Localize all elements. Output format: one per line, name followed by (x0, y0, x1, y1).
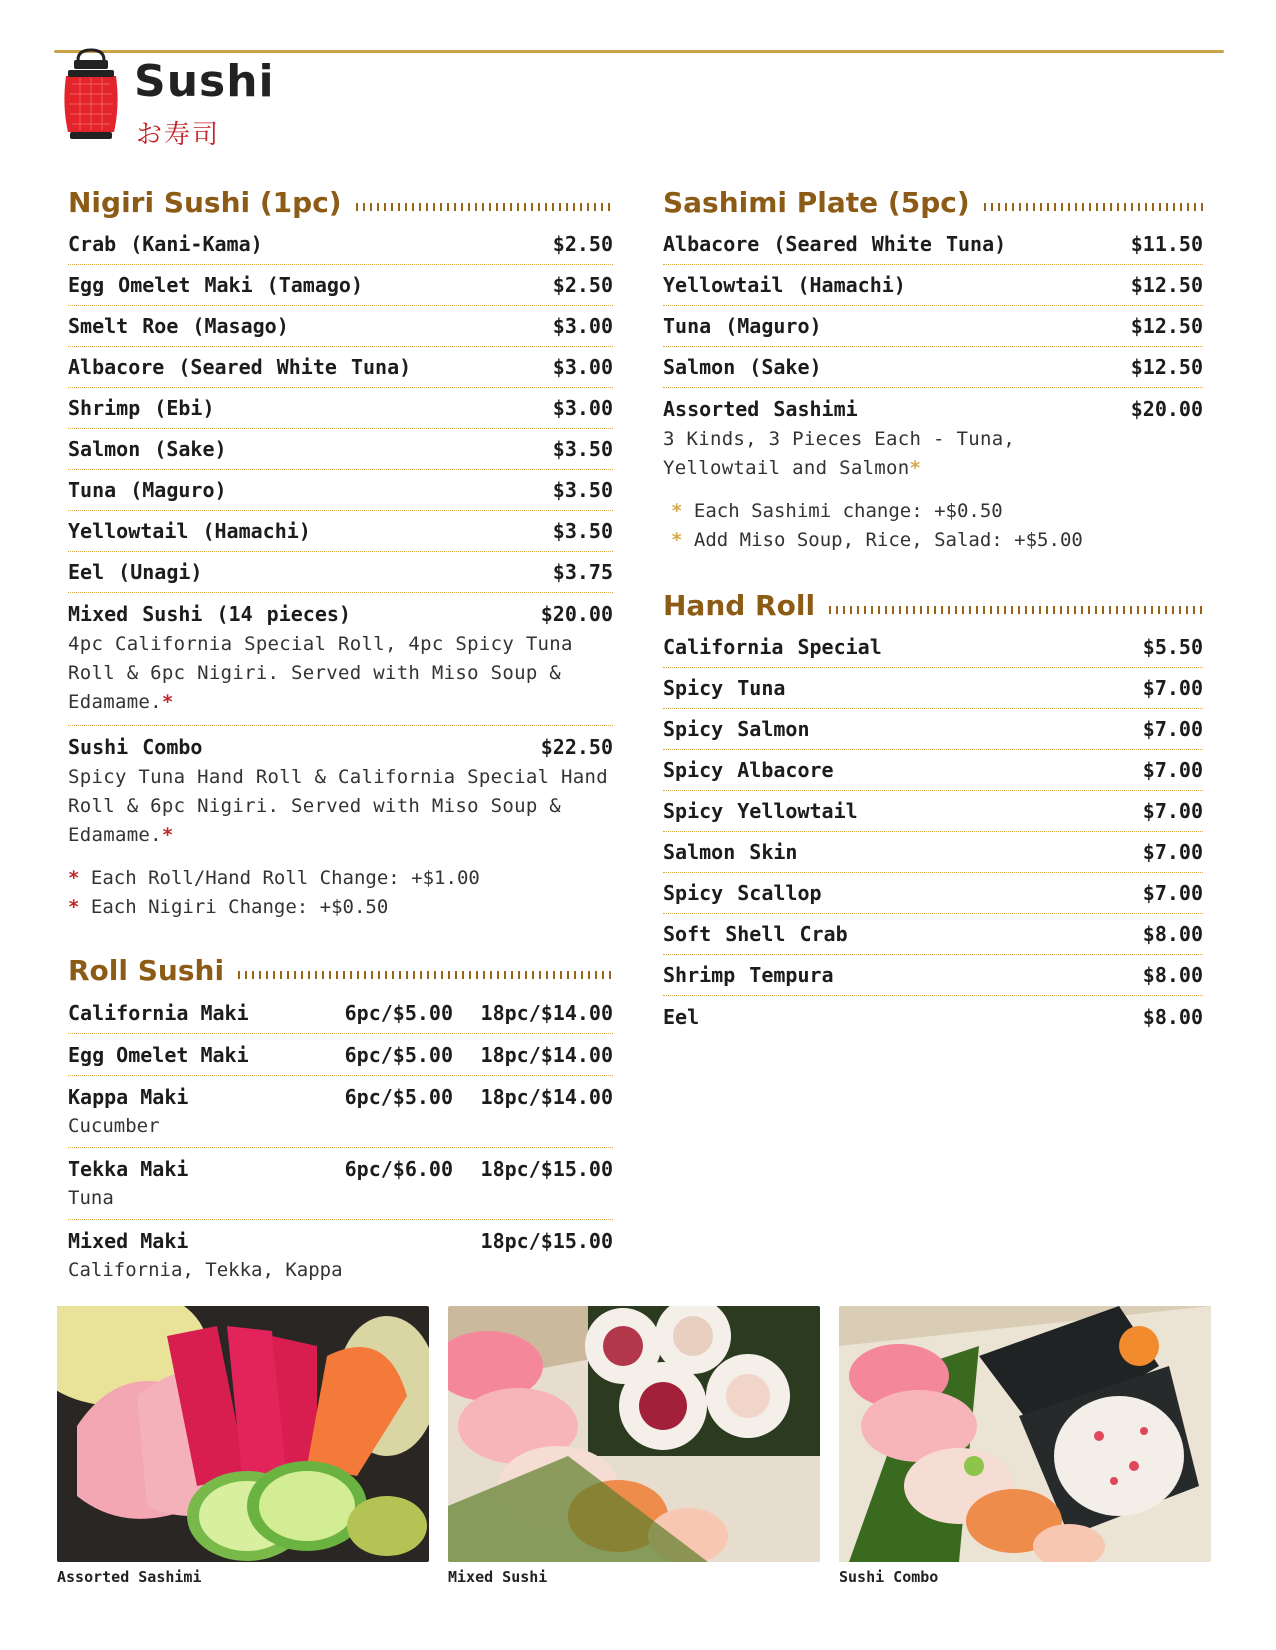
menu-item (663, 306, 1203, 347)
nigiri-title: Nigiri Sushi (1pc) (68, 186, 342, 219)
asterisk-icon: * (161, 691, 174, 713)
note-line (68, 893, 613, 922)
menu-item (663, 668, 1203, 709)
right-column (663, 184, 1203, 1037)
item-name: Egg Omelet Maki (68, 1042, 249, 1067)
item-price: $12.50 (1130, 314, 1203, 338)
item-price: $7.00 (1142, 881, 1203, 905)
menu-item (663, 791, 1203, 832)
price-6pc: 6pc/$5.00 (344, 1000, 453, 1025)
item-description-text: 3 Kinds, 3 Pieces Each - Tuna, Yellowtail and Salmon (663, 428, 1016, 479)
asterisk-icon: * (909, 457, 922, 479)
menu-item (68, 429, 613, 470)
item-name: Yellowtail (Hamachi) (68, 519, 311, 543)
nigiri-heading (68, 184, 613, 220)
item-name: Smelt Roe (Masago) (68, 314, 289, 338)
item-name: Assorted Sashimi (663, 396, 858, 421)
item-name: Crab (Kani-Kama) (68, 232, 263, 256)
page-title: Sushi (134, 56, 275, 107)
note-text: Add Miso Soup, Rice, Salad: +$5.00 (693, 529, 1083, 551)
item-price: $11.50 (1130, 232, 1203, 256)
item-name: Salmon (Sake) (663, 355, 822, 379)
item-name: Albacore (Seared White Tuna) (68, 355, 412, 379)
menu-item (663, 873, 1203, 914)
price-6pc: 6pc/$6.00 (344, 1156, 453, 1181)
roll-item (68, 1148, 613, 1220)
roll-item (68, 1220, 613, 1291)
item-name: Shrimp Tempura (663, 963, 834, 987)
menu-item (663, 224, 1203, 265)
item-description-text: Spicy Tuna Hand Roll & California Special Hand Roll & 6pc Nigiri. Served with Miso Soup & Edamame. (68, 766, 608, 846)
item-price: $7.00 (1142, 676, 1203, 700)
photo-strip (57, 1306, 1217, 1606)
item-description (663, 425, 1083, 483)
item-description: Cucumber (68, 1115, 160, 1137)
asterisk-icon: * (68, 896, 91, 918)
handroll-list (663, 627, 1203, 1037)
item-name: Salmon Skin (663, 840, 798, 864)
item-price: $2.50 (552, 232, 613, 256)
price-18pc: 18pc/$15.00 (480, 1156, 613, 1181)
note-line (671, 497, 1203, 526)
item-name: Yellowtail (Hamachi) (663, 273, 906, 297)
menu-item (68, 511, 613, 552)
note-line (671, 526, 1203, 555)
item-name: Tuna (Maguro) (663, 314, 822, 338)
handroll-title: Hand Roll (663, 589, 816, 622)
asterisk-icon: * (68, 867, 91, 889)
item-price: $3.75 (552, 560, 613, 584)
item-price: $8.00 (1142, 963, 1203, 987)
item-description (68, 763, 613, 850)
item-price: $7.00 (1142, 799, 1203, 823)
mixed-sushi-photo (448, 1306, 820, 1562)
roll-title: Roll Sushi (68, 954, 225, 987)
roll-list (68, 992, 613, 1291)
item-price: $8.00 (1142, 922, 1203, 946)
item-name: Shrimp (Ebi) (68, 396, 215, 420)
item-price: $20.00 (540, 601, 613, 626)
menu-item (68, 388, 613, 429)
price-6pc: 6pc/$5.00 (344, 1084, 453, 1109)
sashimi-list (663, 224, 1203, 555)
menu-item (663, 709, 1203, 750)
price-18pc: 18pc/$14.00 (480, 1000, 613, 1025)
item-name: Egg Omelet Maki (Tamago) (68, 273, 363, 297)
nigiri-list (68, 224, 613, 922)
note-text: Each Roll/Hand Roll Change: +$1.00 (90, 867, 480, 889)
menu-item (663, 388, 1203, 429)
item-price: $7.00 (1142, 758, 1203, 782)
menu-item (663, 832, 1203, 873)
price-18pc: 18pc/$14.00 (480, 1042, 613, 1067)
menu-item (68, 593, 613, 634)
sushi-combo-item (68, 726, 613, 850)
menu-item (68, 552, 613, 593)
sushi-combo-photo (839, 1306, 1211, 1562)
lantern-icon (58, 48, 124, 148)
asterisk-icon: * (161, 824, 174, 846)
item-name: California Special (663, 635, 882, 659)
item-price: $7.00 (1142, 717, 1203, 741)
item-name: California Maki (68, 1000, 249, 1025)
item-price: $5.50 (1142, 635, 1203, 659)
menu-item (68, 306, 613, 347)
menu-item (68, 470, 613, 511)
menu-item (663, 265, 1203, 306)
roll-item (68, 1076, 613, 1148)
item-price: $12.50 (1130, 273, 1203, 297)
item-name: Mixed Sushi (14 pieces) (68, 601, 351, 626)
menu-item (663, 996, 1203, 1037)
item-name: Eel (Unagi) (68, 560, 203, 584)
item-price: $22.50 (540, 734, 613, 759)
item-name: Mixed Maki (68, 1228, 189, 1253)
menu-item (663, 750, 1203, 791)
note-text: Each Sashimi change: +$0.50 (693, 500, 1003, 522)
price-6pc: 6pc/$5.00 (344, 1042, 453, 1067)
item-price: $3.00 (552, 396, 613, 420)
item-name: Albacore (Seared White Tuna) (663, 232, 1007, 256)
photo-caption: Mixed Sushi (448, 1568, 548, 1586)
dotted-divider (238, 971, 613, 979)
item-price: $8.00 (1142, 1004, 1203, 1029)
nigiri-notes (68, 864, 613, 922)
sashimi-notes (671, 497, 1203, 555)
menu-item (663, 914, 1203, 955)
item-name: Tuna (Maguro) (68, 478, 227, 502)
item-name: Spicy Scallop (663, 881, 822, 905)
item-name: Sushi Combo (68, 734, 203, 759)
item-name: Kappa Maki (68, 1084, 189, 1109)
item-description: California, Tekka, Kappa (68, 1259, 343, 1281)
note-line (68, 864, 613, 893)
item-name: Eel (663, 1004, 700, 1029)
asterisk-icon: * (671, 500, 694, 522)
note-text: Each Nigiri Change: +$0.50 (90, 896, 389, 918)
roll-item (68, 1034, 613, 1076)
assorted-sashimi-item (663, 388, 1203, 483)
price-18pc: 18pc/$14.00 (480, 1084, 613, 1109)
dotted-divider (829, 606, 1203, 614)
item-description-text: 4pc California Special Roll, 4pc Spicy Tuna Roll & 6pc Nigiri. Served with Miso Soup & Edamame. (68, 633, 573, 713)
asterisk-icon: * (671, 529, 694, 551)
menu-item (663, 627, 1203, 668)
item-price: $3.50 (552, 519, 613, 543)
photo-caption: Assorted Sashimi (57, 1568, 202, 1586)
item-description: Tuna (68, 1187, 114, 1209)
menu-item (68, 224, 613, 265)
dotted-divider (984, 203, 1203, 211)
handroll-heading (663, 587, 1203, 623)
sashimi-title: Sashimi Plate (5pc) (663, 186, 970, 219)
menu-item (68, 726, 613, 767)
roll-heading (68, 952, 613, 988)
item-price: $3.50 (552, 478, 613, 502)
item-description (68, 630, 613, 717)
page-header (58, 48, 458, 148)
sashimi-photo (57, 1306, 429, 1562)
roll-item (68, 992, 613, 1034)
item-name: Spicy Albacore (663, 758, 834, 782)
menu-item (663, 955, 1203, 996)
item-price: $2.50 (552, 273, 613, 297)
item-price: $20.00 (1130, 396, 1203, 421)
item-price: $3.50 (552, 437, 613, 461)
left-column (68, 184, 613, 1291)
item-price: $7.00 (1142, 840, 1203, 864)
item-name: Spicy Salmon (663, 717, 810, 741)
sashimi-heading (663, 184, 1203, 220)
price-18pc: 18pc/$15.00 (480, 1228, 613, 1253)
item-name: Salmon (Sake) (68, 437, 227, 461)
dotted-divider (356, 203, 613, 211)
page-subtitle: お寿司 (136, 120, 221, 150)
item-price: $12.50 (1130, 355, 1203, 379)
mixed-sushi-item (68, 593, 613, 726)
item-name: Spicy Yellowtail (663, 799, 858, 823)
item-price: $3.00 (552, 314, 613, 338)
item-name: Tekka Maki (68, 1156, 189, 1181)
menu-item (663, 347, 1203, 388)
item-price: $3.00 (552, 355, 613, 379)
photo-caption: Sushi Combo (839, 1568, 939, 1586)
menu-item (68, 347, 613, 388)
item-name: Spicy Tuna (663, 676, 786, 700)
menu-item (68, 265, 613, 306)
item-name: Soft Shell Crab (663, 922, 848, 946)
